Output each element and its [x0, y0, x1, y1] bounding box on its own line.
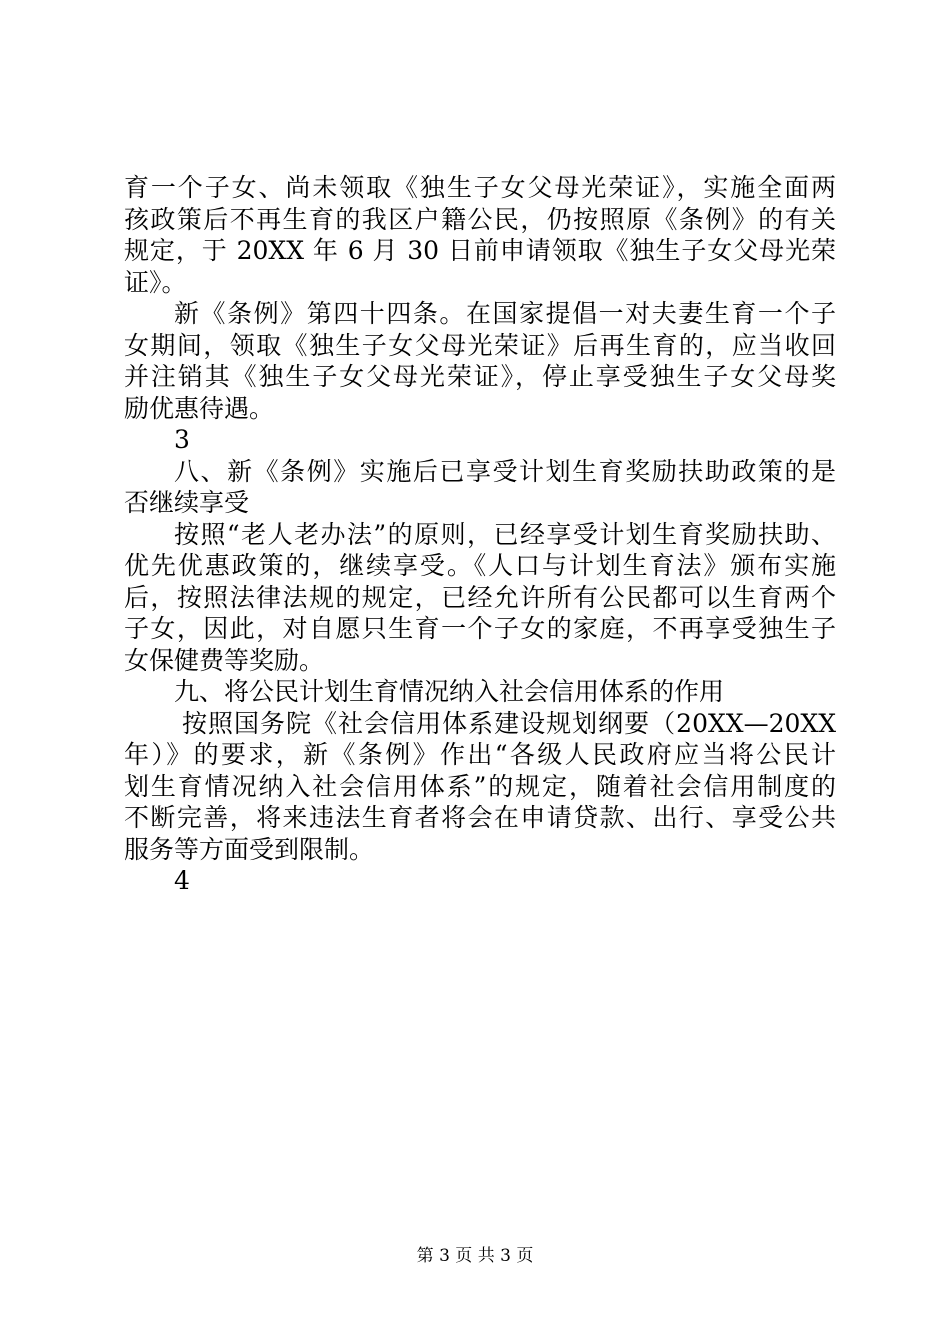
- text-line: 划生育情况纳入社会信用体系”的规定，随着社会信用制度的: [124, 771, 836, 801]
- heading-section-8: [124, 456, 836, 519]
- paragraph-section-9: [124, 708, 836, 866]
- text-line: 按照“老人老办法”的原则，已经享受计划生育奖励扶助、: [174, 519, 836, 549]
- document-body: [124, 172, 836, 897]
- text-line: 证》。: [124, 267, 187, 297]
- paragraph-continuation: [124, 172, 836, 298]
- text-line: 并注销其《独生子女父母光荣证》，停止享受独生子女父母奖: [124, 362, 836, 391]
- page-footer: 第 3 页 共 3 页: [416, 1246, 534, 1266]
- page-marker-4: 4: [174, 866, 190, 895]
- page-marker-3: 3: [174, 425, 190, 454]
- text-line: 新《条例》第四十四条。在国家提倡一对夫妻生育一个子: [174, 299, 836, 328]
- text-line: 后，按照法律法规的规定，已经允许所有公民都可以生育两个: [124, 582, 836, 612]
- text-line: 年）》的要求，新《条例》作出“各级人民政府应当将公民计: [124, 740, 836, 769]
- text-line: 按照国务院《社会信用体系建设规划纲要（20XX—20XX: [182, 708, 836, 738]
- text-line: 女期间，领取《独生子女父母光荣证》后再生育的，应当收回: [124, 330, 836, 360]
- text-line: 女保健费等奖励。: [124, 645, 325, 675]
- text-line: 育一个子女、尚未领取《独生子女父母光荣证》，实施全面两: [124, 173, 836, 202]
- heading-line: 八、新《条例》实施后已享受计划生育奖励扶助政策的是: [174, 456, 836, 486]
- text-line: 规定，于 20XX 年 6 月 30 日前申请领取《独生子女父母光荣: [124, 236, 836, 265]
- text-line: 服务等方面受到限制。: [124, 834, 375, 864]
- text-line: 孩政策后不再生育的我区户籍公民，仍按照原《条例》的有关: [124, 204, 836, 234]
- text-line: 子女，因此，对自愿只生育一个子女的家庭，不再享受独生子: [124, 614, 836, 643]
- paragraph-section-8: [124, 519, 836, 677]
- paragraph-article-44: [124, 298, 836, 424]
- heading-line: 否继续享受: [124, 488, 250, 517]
- text-line: 不断完善，将来违法生育者将会在申请贷款、出行、享受公共: [124, 803, 836, 832]
- text-line: 优先优惠政策的，继续享受。《人口与计划生育法》颁布实施: [124, 551, 836, 580]
- text-line: 励优惠待遇。: [124, 393, 275, 423]
- heading-section-9: 九、将公民计划生育情况纳入社会信用体系的作用: [174, 677, 725, 706]
